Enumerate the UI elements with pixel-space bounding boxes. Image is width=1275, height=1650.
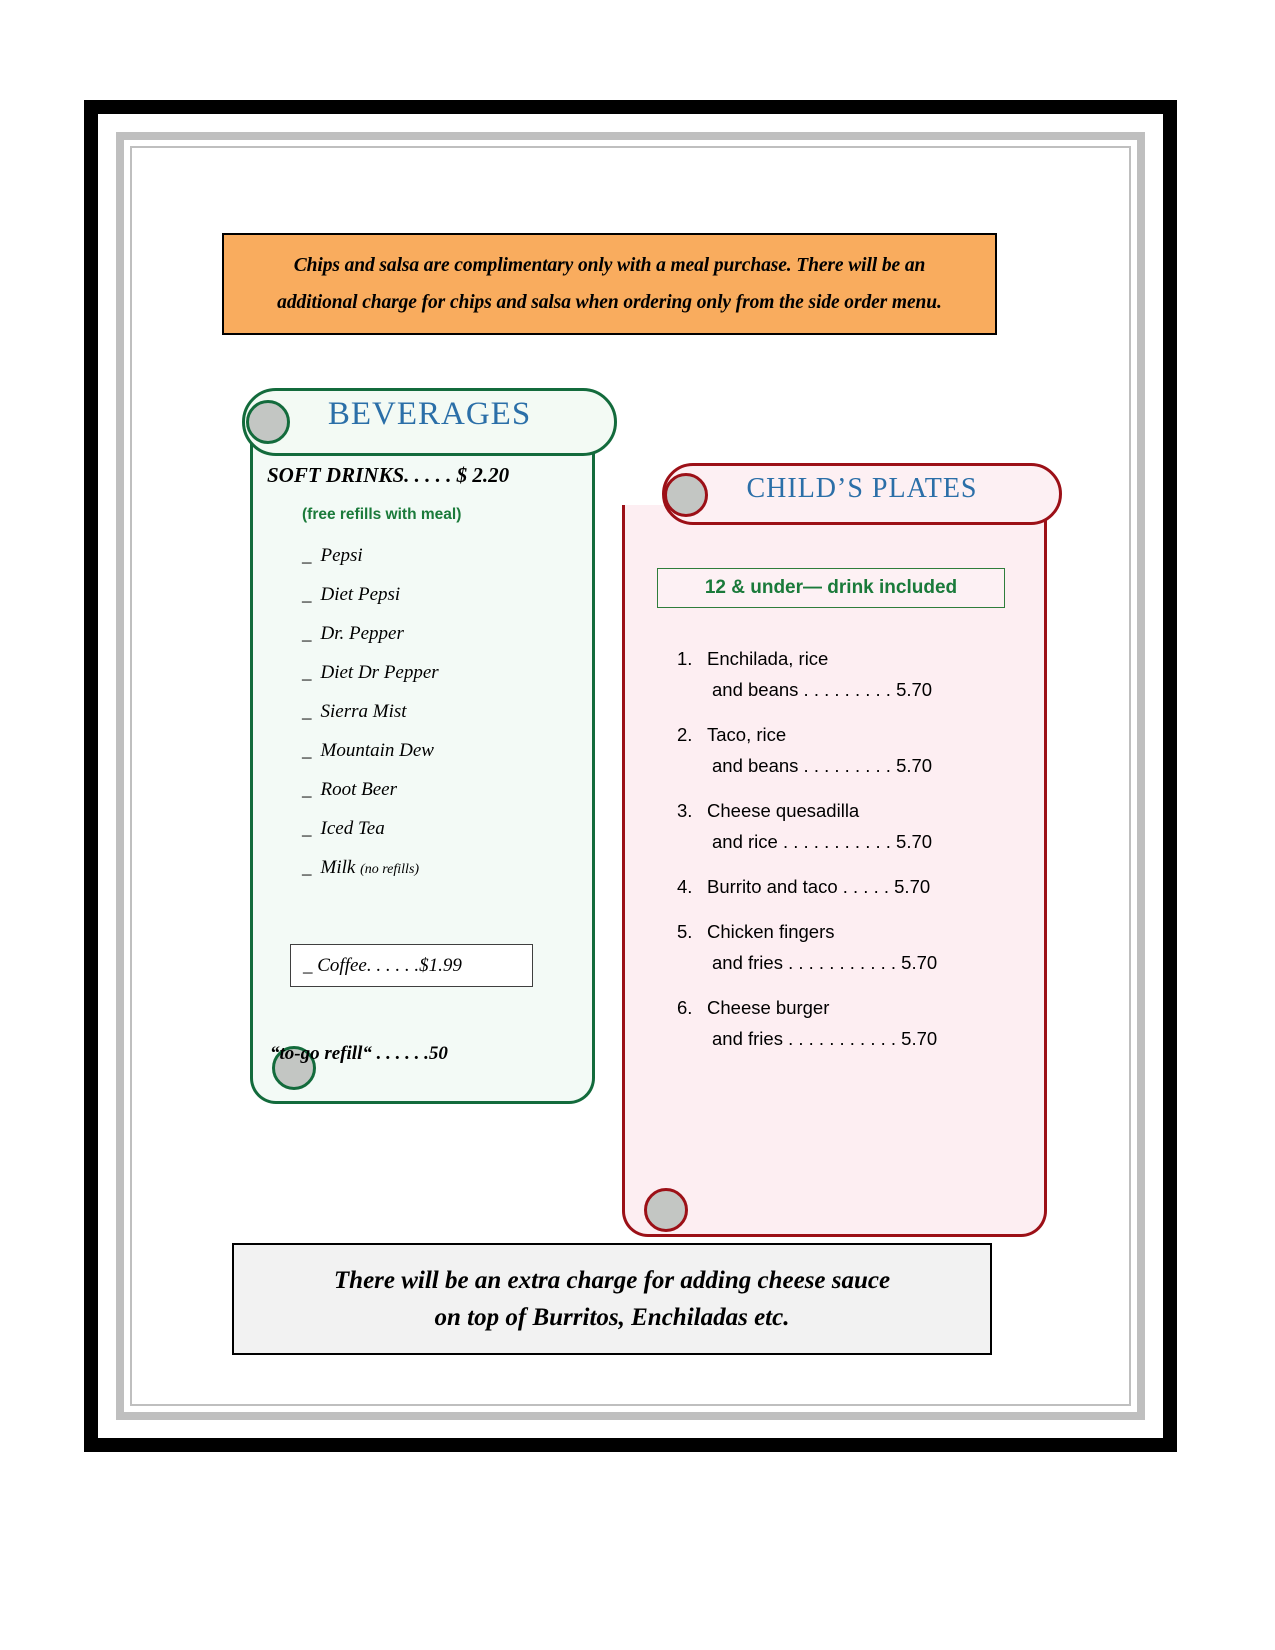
item-detail: and beans . . . . . . . . . 5.70 xyxy=(712,755,933,776)
bullet-dash-icon: _ xyxy=(302,779,312,800)
beverages-panel xyxy=(242,388,617,1108)
list-item xyxy=(302,809,582,848)
beverage-name: Diet Dr Pepper xyxy=(320,662,439,683)
item-number: 1. xyxy=(677,648,693,669)
age-note-text: 12 & under— drink included xyxy=(704,577,958,598)
item-name: Cheese quesadilla xyxy=(707,800,860,821)
beverages-title: BEVERAGES xyxy=(327,396,532,432)
list-item xyxy=(302,653,582,692)
scroll-curl-icon xyxy=(664,473,708,517)
chips-salsa-notice-line2: additional charge for chips and salsa when ordering only from the side order menu. xyxy=(277,292,942,313)
bullet-dash-icon: _ xyxy=(302,818,312,839)
bullet-dash-icon: _ xyxy=(302,545,312,566)
list-item xyxy=(302,770,582,809)
bullet-dash-icon: _ xyxy=(302,584,312,605)
chips-salsa-notice-line1: Chips and salsa are complimentary only with a meal purchase. There will be an xyxy=(293,254,926,276)
item-number: 2. xyxy=(677,724,693,745)
bullet-dash-icon: _ xyxy=(302,662,312,683)
item-name: Taco, rice xyxy=(707,724,787,745)
togo-refill-text: “to-go refill“ . . . . . .50 xyxy=(270,1043,448,1064)
bullet-dash-icon: _ xyxy=(302,857,312,878)
beverage-name: Sierra Mist xyxy=(320,701,407,722)
menu-page-border-gray xyxy=(116,132,1145,1420)
coffee-box xyxy=(290,944,533,987)
bullet-dash-icon: _ xyxy=(302,701,312,722)
beverage-list xyxy=(302,536,582,889)
list-item xyxy=(302,731,582,770)
item-name: Cheese burger xyxy=(707,997,830,1018)
free-refills-note: (free refills with meal) xyxy=(302,506,462,523)
chips-salsa-notice xyxy=(222,233,997,335)
list-item xyxy=(302,848,582,889)
beverage-name: Milk xyxy=(320,857,356,878)
list-item xyxy=(677,871,1047,902)
list-item xyxy=(677,795,1047,857)
list-item xyxy=(677,719,1047,781)
menu-page-inner xyxy=(130,146,1131,1406)
item-detail: and fries . . . . . . . . . . . 5.70 xyxy=(712,1028,938,1049)
beverage-name: Iced Tea xyxy=(320,818,385,839)
list-item xyxy=(302,614,582,653)
cheese-sauce-notice xyxy=(232,1243,992,1355)
item-number: 4. xyxy=(677,876,693,897)
list-item xyxy=(677,916,1047,978)
beverage-note: (no refills) xyxy=(360,862,420,877)
scroll-curl-icon xyxy=(644,1188,688,1232)
childs-plates-title: CHILD’S PLATES xyxy=(746,473,978,504)
list-item xyxy=(677,992,1047,1054)
bullet-dash-icon: _ xyxy=(302,740,312,761)
soft-drinks-heading: SOFT DRINKS. . . . . $ 2.20 xyxy=(267,463,510,487)
beverage-name: Pepsi xyxy=(320,545,363,566)
item-detail: and rice . . . . . . . . . . . 5.70 xyxy=(712,831,933,852)
list-item xyxy=(302,692,582,731)
item-name: Enchilada, rice xyxy=(707,648,829,669)
cheese-sauce-notice-line1: There will be an extra charge for adding cheese sauce xyxy=(333,1266,891,1294)
age-note-box xyxy=(657,568,1005,608)
list-item xyxy=(677,643,1047,705)
item-number: 3. xyxy=(677,800,693,821)
childs-plates-list xyxy=(677,643,1047,1068)
item-number: 6. xyxy=(677,997,693,1018)
item-name: Burrito and taco . . . . . 5.70 xyxy=(707,876,931,897)
item-detail: and beans . . . . . . . . . 5.70 xyxy=(712,679,933,700)
coffee-price-text: _ Coffee. . . . . .$1.99 xyxy=(303,954,462,976)
bullet-dash-icon: _ xyxy=(302,623,312,644)
beverage-name: Root Beer xyxy=(320,779,398,800)
item-number: 5. xyxy=(677,921,693,942)
list-item xyxy=(302,536,582,575)
scroll-curl-icon xyxy=(246,400,290,444)
beverage-name: Mountain Dew xyxy=(320,740,434,761)
item-detail: and fries . . . . . . . . . . . 5.70 xyxy=(712,952,938,973)
menu-page-frame xyxy=(84,100,1177,1452)
childs-plates-panel xyxy=(622,463,1062,1258)
beverage-name: Dr. Pepper xyxy=(320,623,404,644)
list-item xyxy=(302,575,582,614)
cheese-sauce-notice-line2: on top of Burritos, Enchiladas etc. xyxy=(434,1304,790,1331)
beverage-name: Diet Pepsi xyxy=(320,584,401,605)
item-name: Chicken fingers xyxy=(707,921,835,942)
